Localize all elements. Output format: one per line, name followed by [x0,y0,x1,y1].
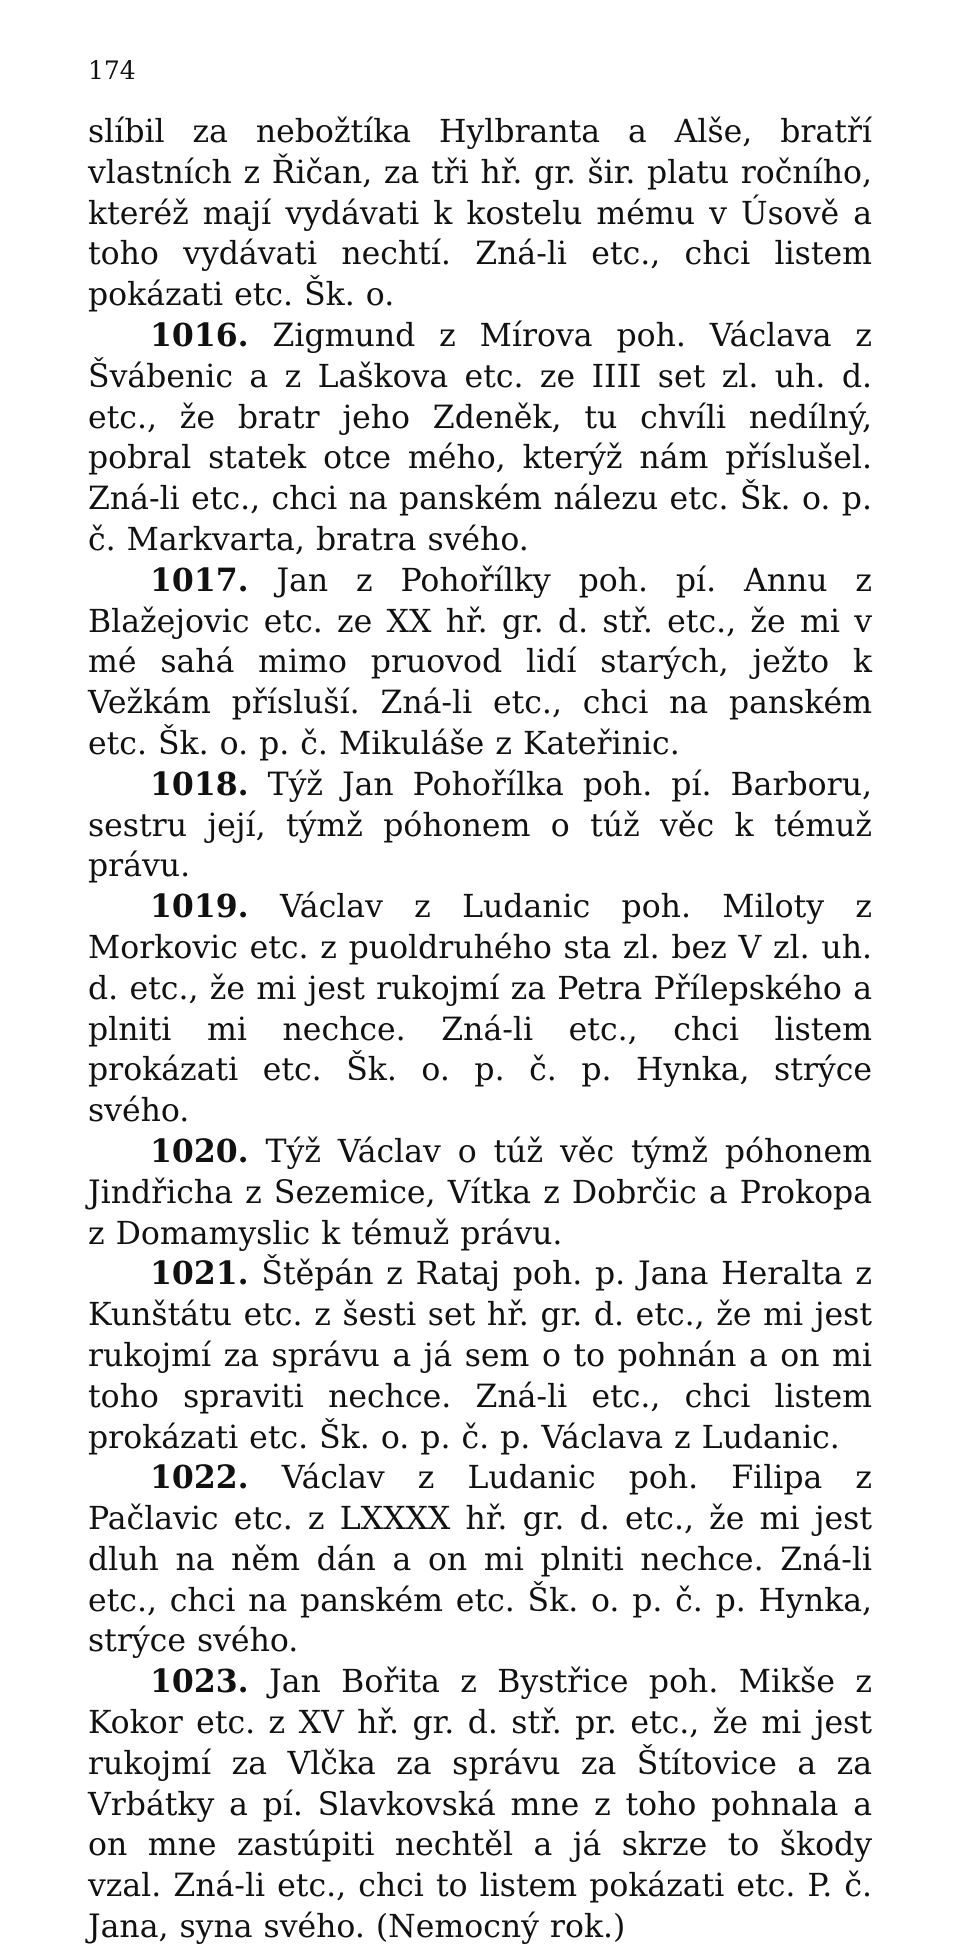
entry-1022 [88,1458,872,1662]
entry-number: 1020. [150,1132,249,1170]
page-number: 174 [88,56,136,85]
paragraph-text: slíbil za nebožtíka Hylbranta a Alše, bratří vlastních z Řičan, za tři hř. gr. šir. platu ročního, kteréž mají vydávati k kostelu mému v Úsově a toho vydávati nechtí. Zná-li etc., chci listem pokázati etc. Šk. o. [88,114,872,314]
entry-1021 [88,1254,872,1458]
entry-1016 [88,316,872,561]
entry-number: 1016. [150,316,249,354]
entry-number: 1021. [150,1255,249,1293]
entry-1023 [88,1662,872,1948]
entry-text: Týž Václav o túž věc týmž póhonem Jindřicha z Sezemice, Vítka z Dobrčic a Prokopa z Domamyslic k témuž právu. [88,1133,872,1252]
entry-1018 [88,765,872,887]
entry-number: 1019. [150,888,249,926]
paragraph-continuation [88,112,872,316]
entry-number: 1023. [150,1663,249,1701]
body-text [88,112,872,1948]
entry-text: Týž Jan Pohořílka poh. pí. Barboru, sestru její, týmž póhonem o túž věc k témuž právu. [88,766,872,885]
entry-text: Štěpán z Rataj poh. p. Jana Heralta z Kunštátu etc. z šesti set hř. gr. d. etc., že mi jest rukojmí za správu a já sem o to pohnán a on mi toho spraviti nechce. Zná-li etc., chci listem prokázati etc. Šk. o. p. č. p. Václava z Ludanic. [88,1256,872,1456]
entry-number: 1017. [150,561,249,599]
entry-1017 [88,561,872,765]
entry-text: Václav z Ludanic poh. Miloty z Morkovic etc. z puoldruhého sta zl. bez V zl. uh. d. etc., že mi jest rukojmí za Petra Přílepského a plniti mi nechce. Zná-li etc., chci listem prokázati etc. Šk. o. p. č. p. Hynka, strýce svého. [88,889,873,1130]
entry-text: Zigmund z Mírova poh. Václava z Švábenic a z Laškova etc. ze IIII set zl. uh. d. etc., že bratr jeho Zdeněk, tu chvíli nedílný, pobral statek otce mého, kterýž nám příslušel. Zná-li etc., chci na panském nálezu etc. Šk. o. p. č. Markvarta, bratra svého. [88,317,873,558]
entry-text: Jan z Pohořílky poh. pí. Annu z Blažejovic etc. ze XX hř. gr. d. stř. etc., že mi v mé sahá mimo pruovod lidí starých, ježto k Vežkám přísluší. Zná-li etc., chci na panském etc. Šk. o. p. č. Mikuláše z Kateřinic. [88,562,873,762]
entry-1019 [88,887,872,1132]
entry-number: 1018. [150,765,249,803]
entry-1020 [88,1132,872,1254]
entry-text: Jan Bořita z Bystřice poh. Mikše z Kokor etc. z XV hř. gr. d. stř. pr. etc., že mi jest rukojmí za Vlčka za správu za Štítovice a za Vrbátky a pí. Slavkovská mne z toho pohnala a on mne zastúpiti nechtěl a já skrze to škody vzal. Zná-li etc., chci to listem pokázati etc. P. č. Jana, syna svého. (Nemocný rok.) [88,1664,872,1946]
entry-number: 1022. [150,1459,249,1497]
entry-text: Václav z Ludanic poh. Filipa z Pačlavic etc. z LXXXX hř. gr. d. etc., že mi jest dluh na něm dán a on mi plniti nechce. Zná-li etc., chci na panském etc. Šk. o. p. č. p. Hynka, strýce svého. [88,1460,872,1660]
